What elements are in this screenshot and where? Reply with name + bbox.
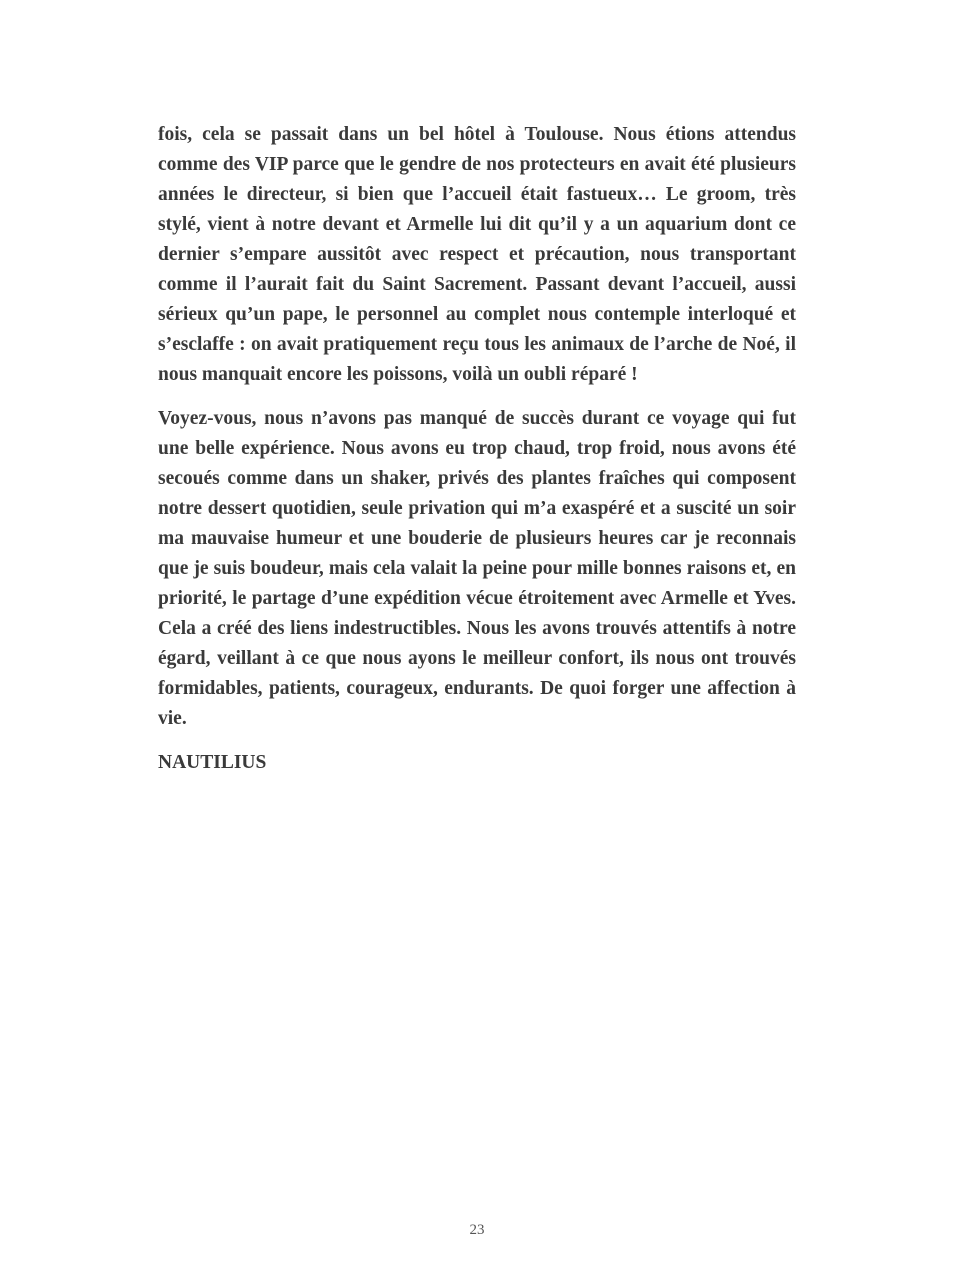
body-text (158, 120, 796, 778)
page-number: 23 (469, 1222, 485, 1238)
paragraph-2: Voyez-vous, nous n’avons pas manqué de succès durant ce voyage qui fut une belle expérience. Nous avons eu trop chaud, trop froid, nous avons été secoués comme dans un shaker, privés des plantes fraîches qui composent notre dessert quotidien, seule privation qui m’a exaspéré et a suscité un soir ma mauvaise humeur et une bouderie de plusieurs heures car je reconnais que je suis boudeur, mais cela valait la peine pour mille bonnes raisons et, en priorité, le partage d’une expédition vécue étroitement avec Armelle et Yves. Cela a créé des liens indestructibles. Nous les avons trouvés attentifs à notre égard, veillant à ce que nous ayons le meilleur confort, ils nous ont trouvés formidables, patients, courageux, endurants. De quoi forger une affection à vie. (158, 408, 796, 729)
paragraph-1: fois, cela se passait dans un bel hôtel à Toulouse. Nous étions attendus comme des VIP parce que le gendre de nos protecteurs en avait été plusieurs années le directeur, si bien que l’accueil était fastueux… Le groom, très stylé, vient à notre devant et Armelle lui dit qu’il y a un aquarium dont ce dernier s’empare aussitôt avec respect et précaution, nous transportant comme il l’aurait fait du Saint Sacrement. Passant devant l’accueil, aussi sérieux qu’un pape, le personnel au complet nous contemple interloqué et s’esclaffe : on avait pratiquement reçu tous les animaux de l’arche de Noé, il nous manquait encore les poissons, voilà un oubli réparé ! (158, 124, 796, 385)
signature: NAUTILIUS (158, 752, 267, 773)
